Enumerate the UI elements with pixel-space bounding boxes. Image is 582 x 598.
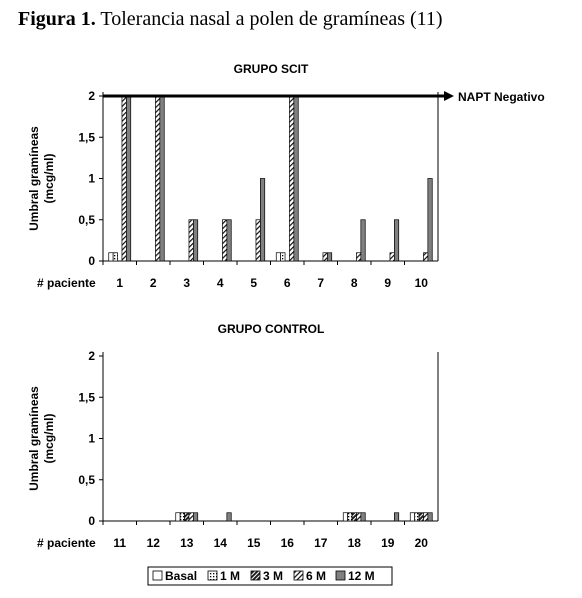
bar — [126, 96, 130, 261]
bar — [155, 96, 159, 261]
bar — [356, 253, 360, 261]
bar — [113, 253, 117, 261]
bar — [227, 220, 231, 261]
bar — [193, 220, 197, 261]
bar — [294, 96, 298, 261]
y-tick-label: 0 — [88, 254, 95, 268]
bar — [256, 220, 260, 261]
x-tick-label: 15 — [247, 536, 261, 550]
napt-annotation: NAPT Negativo — [458, 90, 545, 104]
bar — [352, 513, 356, 521]
bar — [160, 96, 164, 261]
x-tick-label: 9 — [384, 276, 392, 290]
bar — [189, 220, 193, 261]
y-tick-label: 2 — [88, 89, 95, 103]
x-tick-label: 3 — [183, 276, 191, 290]
legend-swatch — [208, 571, 217, 580]
x-tick-label: 18 — [347, 536, 361, 550]
bar — [423, 513, 427, 521]
bar — [361, 220, 365, 261]
bar — [122, 96, 126, 261]
bar — [281, 253, 285, 261]
y-tick-label: 0,5 — [78, 472, 95, 487]
x-tick-label: 6 — [283, 276, 291, 290]
x-tick-label: 12 — [146, 536, 160, 550]
bar — [394, 513, 398, 521]
bar — [180, 513, 184, 521]
x-tick-label: 8 — [350, 276, 358, 290]
bar — [343, 513, 347, 521]
legend-label: 6 M — [306, 569, 327, 583]
y-tick-label: 2 — [88, 349, 95, 363]
x-tick-label: 10 — [414, 276, 428, 290]
caption-label: Figura 1. — [18, 8, 96, 30]
x-tick-label: 1 — [116, 276, 124, 290]
legend-swatch — [153, 571, 162, 580]
arrow-head-icon — [444, 91, 454, 101]
bar — [428, 179, 432, 262]
bar — [276, 253, 280, 261]
y-tick-label: 1 — [88, 171, 95, 186]
bar — [356, 513, 360, 521]
bar — [415, 513, 419, 521]
bar — [189, 513, 193, 521]
bar — [260, 179, 264, 262]
chart-title: GRUPO SCIT — [233, 62, 309, 76]
x-tick-label: 13 — [180, 536, 194, 550]
bar — [428, 513, 432, 521]
x-tick-label: 17 — [314, 536, 328, 550]
y-axis-label: Umbral gramíneas — [27, 126, 41, 231]
bar — [227, 513, 231, 521]
bar — [193, 513, 197, 521]
bar — [423, 253, 427, 261]
bar — [323, 253, 327, 261]
legend-label: 3 M — [263, 569, 284, 583]
bar — [394, 220, 398, 261]
y-axis-label-unit: (mcg/ml) — [42, 153, 56, 204]
y-axis-label-unit: (mcg/ml) — [42, 413, 56, 464]
y-tick-label: 1,5 — [78, 130, 95, 145]
y-tick-label: 0,5 — [78, 212, 95, 227]
y-tick-label: 0 — [88, 514, 95, 528]
x-tick-label: 7 — [317, 276, 325, 290]
caption-text: Tolerancia nasal a polen de gramíneas (11) — [100, 8, 443, 30]
x-tick-label: 5 — [250, 276, 258, 290]
legend — [148, 567, 392, 585]
legend-label: 1 M — [220, 569, 241, 583]
x-tick-label: 11 — [113, 536, 127, 550]
legend-swatch — [294, 571, 303, 580]
chart-panel-2 — [27, 322, 438, 550]
x-axis-label: # paciente — [37, 276, 96, 290]
x-axis-label: # paciente — [37, 536, 96, 550]
x-tick-label: 2 — [149, 276, 157, 290]
legend-label: 12 M — [348, 569, 375, 583]
bar — [109, 253, 113, 261]
x-tick-label: 14 — [213, 536, 227, 550]
legend-label: Basal — [165, 569, 198, 583]
x-tick-label: 20 — [414, 536, 428, 550]
bar — [176, 513, 180, 521]
x-tick-label: 19 — [381, 536, 395, 550]
y-axis-label: Umbral gramíneas — [27, 386, 41, 491]
legend-swatch — [336, 571, 345, 580]
bar — [289, 96, 293, 261]
bar — [222, 220, 226, 261]
bar — [361, 513, 365, 521]
y-tick-label: 1 — [88, 431, 95, 446]
bar — [410, 513, 414, 521]
chart-panel-1 — [27, 62, 545, 290]
bar — [185, 513, 189, 521]
y-tick-label: 1,5 — [78, 390, 95, 405]
bar — [419, 513, 423, 521]
bar — [348, 513, 352, 521]
x-tick-label: 4 — [216, 276, 224, 290]
x-tick-label: 16 — [280, 536, 294, 550]
bar — [390, 253, 394, 261]
bar — [327, 253, 331, 261]
legend-swatch — [251, 571, 260, 580]
chart-title: GRUPO CONTROL — [217, 322, 325, 336]
